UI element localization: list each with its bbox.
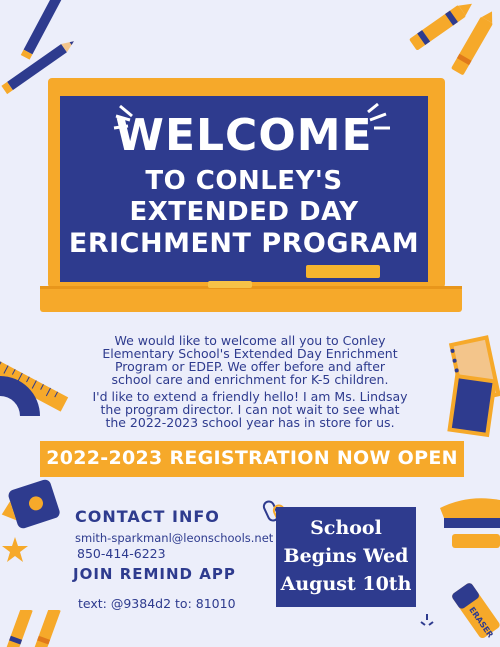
crayon-icon (395, 0, 500, 80)
contact-email: smith-sparkmanl@leonschools.net (75, 531, 274, 545)
stapler-icon (438, 490, 500, 556)
school-begins-line-2: Begins Wed (283, 545, 409, 567)
board-eraser (306, 265, 380, 278)
intro-paragraph-1 (80, 334, 420, 386)
remind-text-code: text: @9384d2 to: 81010 (78, 596, 236, 611)
registration-banner-text: 2022-2023 REGISTRATION NOW OPEN (46, 447, 458, 469)
sparkle-icon (418, 612, 436, 632)
chalkboard-ledge (40, 286, 462, 312)
intro-line: school care and enrichment for K-5 children. (111, 372, 389, 387)
board-line-1: TO CONLEY'S (145, 166, 343, 196)
star-icon (0, 535, 30, 565)
notebook-icon (440, 330, 500, 440)
school-begins-line-1: School (310, 517, 382, 539)
intro-line: the program director. I can not wait to see what (100, 402, 400, 417)
crayon-icon (0, 610, 80, 647)
chalk-stick (208, 281, 252, 288)
eraser-icon (438, 580, 500, 647)
board-line-3: ERICHMENT PROGRAM (68, 228, 420, 259)
intro-line: Elementary School's Extended Day Enrichment (102, 346, 398, 361)
remind-app-heading: JOIN REMIND APP (73, 565, 236, 583)
intro-line: Program or EDEP. We offer before and after (114, 359, 386, 374)
protractor-icon (0, 370, 48, 420)
eraser-label: ERASER (467, 605, 495, 640)
school-begins-line-3: August 10th (280, 573, 412, 595)
intro-line: We would like to welcome all you to Conley (114, 333, 386, 348)
welcome-heading: WELCOME (115, 110, 373, 161)
contact-info-heading: CONTACT INFO (75, 507, 220, 526)
intro-paragraph-2 (80, 390, 420, 429)
intro-line: the 2022-2023 school year has in store for us. (105, 415, 395, 430)
intro-line: I'd like to extend a friendly hello! I am Ms. Lindsay (92, 389, 408, 404)
contact-phone: 850-414-6223 (77, 546, 166, 561)
board-line-2: EXTENDED DAY (129, 197, 359, 227)
